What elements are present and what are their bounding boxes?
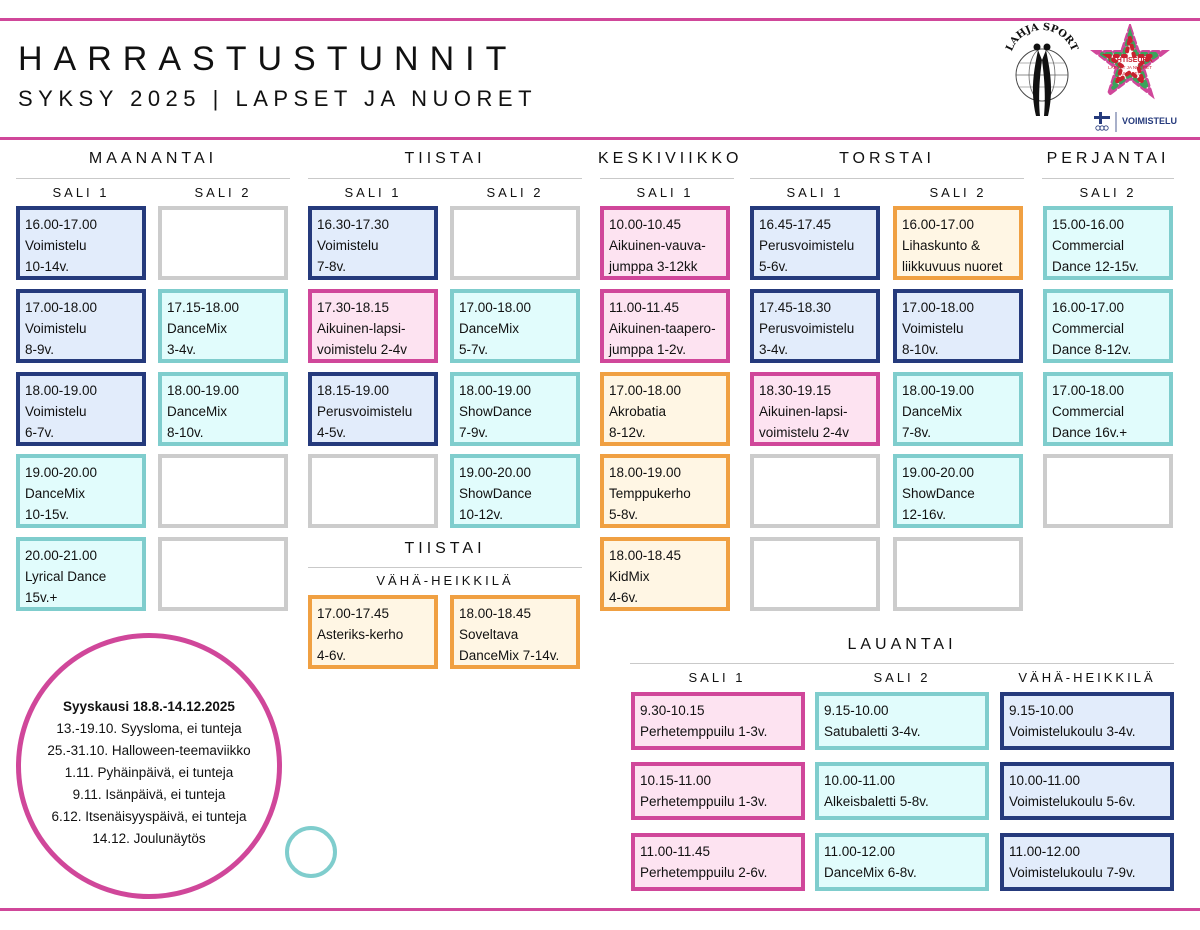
class-time: 17.45-18.30 bbox=[759, 300, 832, 315]
hall-to-sali1: SALI 1 bbox=[786, 185, 844, 200]
class-card bbox=[450, 289, 580, 363]
class-name: DanceMix bbox=[167, 321, 228, 336]
day-maanantai-rule bbox=[16, 178, 290, 179]
class-time: 20.00-21.00 bbox=[25, 548, 98, 563]
class-time: 10.00-10.45 bbox=[609, 217, 682, 232]
class-time: 16.00-17.00 bbox=[902, 217, 975, 232]
class-card bbox=[1000, 762, 1174, 820]
season-note: 9.11. Isänpäivä, ei tunteja bbox=[72, 787, 226, 802]
hall-ti-vaha: VÄHÄ-HEIKKILÄ bbox=[376, 573, 514, 588]
class-name: Perhetemppuilu 1-3v. bbox=[640, 794, 768, 809]
class-time: 18.00-19.00 bbox=[609, 465, 682, 480]
class-age: 5-7v. bbox=[459, 342, 489, 357]
class-name: Akrobatia bbox=[609, 404, 667, 419]
class-time: 18.00-19.00 bbox=[25, 383, 98, 398]
class-card bbox=[600, 289, 730, 363]
bottom-rule bbox=[0, 908, 1200, 911]
empty-slot bbox=[158, 206, 288, 280]
class-age: 10-12v. bbox=[459, 507, 504, 522]
class-age: 3-4v. bbox=[167, 342, 197, 357]
class-time: 11.00-12.00 bbox=[1009, 844, 1081, 859]
class-name: Soveltava bbox=[459, 627, 519, 642]
class-age: 6-7v. bbox=[25, 425, 55, 440]
class-time: 10.00-11.00 bbox=[824, 773, 896, 788]
empty-slot bbox=[893, 537, 1023, 611]
class-card bbox=[158, 289, 288, 363]
tahtiseura-logo-text: TÄHTISEURA bbox=[1107, 57, 1153, 64]
empty-slot bbox=[450, 206, 580, 280]
class-time: 9.15-10.00 bbox=[824, 703, 889, 718]
class-age: 4-6v. bbox=[609, 590, 639, 605]
class-card bbox=[16, 454, 146, 528]
class-card bbox=[158, 372, 288, 446]
lahja-sport-logo-text: LAHJA SPORT bbox=[1004, 21, 1080, 53]
class-name: Perhetemppuilu 1-3v. bbox=[640, 724, 768, 739]
day-keskiviikko-rule bbox=[600, 178, 734, 179]
class-name: Voimistelu bbox=[25, 321, 87, 336]
class-name: Perusvoimistelu bbox=[317, 404, 413, 419]
class-card bbox=[308, 289, 438, 363]
class-card bbox=[1000, 692, 1174, 750]
class-time: 15.00-16.00 bbox=[1052, 217, 1125, 232]
voimistelu-logo-text: VOIMISTELU bbox=[1122, 116, 1178, 126]
class-age: liikkuvuus nuoret bbox=[902, 259, 1003, 274]
season-note: 1.11. Pyhäinpäivä, ei tunteja bbox=[64, 765, 234, 780]
class-card bbox=[631, 692, 805, 750]
class-name: Lyrical Dance bbox=[25, 569, 107, 584]
class-name: Lihaskunto & bbox=[902, 238, 981, 253]
class-time: 10.00-11.00 bbox=[1009, 773, 1081, 788]
class-time: 17.30-18.15 bbox=[317, 300, 390, 315]
class-time: 18.30-19.15 bbox=[759, 383, 832, 398]
class-time: 16.45-17.45 bbox=[759, 217, 832, 232]
class-time: 18.00-18.45 bbox=[609, 548, 682, 563]
day-tiistai: TIISTAI bbox=[404, 150, 486, 167]
class-age: 8-10v. bbox=[902, 342, 939, 357]
class-name: DanceMix bbox=[25, 486, 86, 501]
class-time: 17.00-18.00 bbox=[902, 300, 975, 315]
class-card bbox=[308, 372, 438, 446]
class-card bbox=[600, 372, 730, 446]
class-card bbox=[750, 206, 880, 280]
hall-ti-sali2: SALI 2 bbox=[486, 185, 544, 200]
season-notes-circle bbox=[16, 633, 282, 899]
class-time: 10.15-11.00 bbox=[640, 773, 712, 788]
class-time: 18.00-19.00 bbox=[459, 383, 532, 398]
hall-la-sali1: SALI 1 bbox=[688, 670, 746, 685]
class-time: 18.00-19.00 bbox=[902, 383, 975, 398]
class-name: Perusvoimistelu bbox=[759, 321, 855, 336]
class-card bbox=[450, 454, 580, 528]
class-card bbox=[815, 762, 989, 820]
class-time: 11.00-11.45 bbox=[609, 300, 680, 315]
class-card bbox=[815, 692, 989, 750]
tahtiseura-logo bbox=[1090, 24, 1170, 104]
class-age: 5-6v. bbox=[759, 259, 789, 274]
class-name: Voimistelukoulu 7-9v. bbox=[1009, 865, 1136, 880]
season-heading: Syyskausi 18.8.-14.12.2025 bbox=[63, 699, 235, 714]
season-note: 6.12. Itsenäisyyspäivä, ei tunteja bbox=[51, 809, 247, 824]
class-name: Commercial bbox=[1052, 321, 1125, 336]
class-time: 17.00-18.00 bbox=[25, 300, 98, 315]
class-name: Aikuinen-vauva- bbox=[609, 238, 706, 253]
class-name: Voimistelukoulu 5-6v. bbox=[1009, 794, 1136, 809]
class-name: Aikuinen-lapsi- bbox=[759, 404, 848, 419]
class-age: 15v.+ bbox=[25, 590, 58, 605]
class-card bbox=[600, 206, 730, 280]
class-card bbox=[750, 372, 880, 446]
class-name: Satubaletti 3-4v. bbox=[824, 724, 921, 739]
class-card bbox=[893, 289, 1023, 363]
class-time: 19.00-20.00 bbox=[459, 465, 532, 480]
class-age: Dance 8-12v. bbox=[1052, 342, 1132, 357]
class-time: 18.00-18.45 bbox=[459, 606, 532, 621]
class-card bbox=[893, 206, 1023, 280]
class-name: DanceMix bbox=[459, 321, 520, 336]
hall-ti-sali1: SALI 1 bbox=[344, 185, 402, 200]
class-time: 11.00-11.45 bbox=[640, 844, 711, 859]
class-card bbox=[600, 537, 730, 611]
class-name: DanceMix 6-8v. bbox=[824, 865, 917, 880]
tahtiseura-logo-subtext2: AIKUISET bbox=[1119, 71, 1141, 76]
class-age: voimistelu 2-4v bbox=[317, 342, 408, 357]
day-torstai: TORSTAI bbox=[839, 150, 935, 167]
voimistelu-logo bbox=[1092, 110, 1182, 134]
class-time: 11.00-12.00 bbox=[824, 844, 896, 859]
class-age: 12-16v. bbox=[902, 507, 947, 522]
class-card bbox=[600, 454, 730, 528]
day-keskiviikko: KESKIVIIKKO bbox=[598, 150, 743, 167]
day-lauantai-rule bbox=[630, 663, 1174, 664]
class-time: 16.00-17.00 bbox=[1052, 300, 1125, 315]
class-card bbox=[308, 206, 438, 280]
class-card bbox=[1043, 372, 1173, 446]
class-age: 4-5v. bbox=[317, 425, 347, 440]
hall-ma-sali2: SALI 2 bbox=[194, 185, 252, 200]
day-maanantai: MAANANTAI bbox=[88, 150, 218, 167]
class-card bbox=[631, 762, 805, 820]
class-name: Perhetemppuilu 2-6v. bbox=[640, 865, 768, 880]
day-torstai-rule bbox=[750, 178, 1024, 179]
class-age: 7-9v. bbox=[459, 425, 489, 440]
class-name: Voimistelu bbox=[317, 238, 379, 253]
class-card bbox=[16, 372, 146, 446]
hall-ke-sali1: SALI 1 bbox=[636, 185, 694, 200]
class-time: 18.00-19.00 bbox=[167, 383, 240, 398]
class-age: 8-10v. bbox=[167, 425, 204, 440]
day-tiistai-rule bbox=[308, 178, 582, 179]
class-time: 9.15-10.00 bbox=[1009, 703, 1074, 718]
class-age: 5-8v. bbox=[609, 507, 639, 522]
class-card bbox=[1000, 833, 1174, 891]
season-note: 13.-19.10. Syysloma, ei tunteja bbox=[56, 721, 242, 736]
class-time: 17.00-18.00 bbox=[609, 383, 682, 398]
page-title: HARRASTUSTUNNIT bbox=[18, 40, 518, 78]
empty-slot bbox=[750, 537, 880, 611]
class-name: ShowDance bbox=[459, 404, 532, 419]
class-card bbox=[450, 372, 580, 446]
season-note: 14.12. Joulunäytös bbox=[92, 831, 206, 846]
day-perjantai: PERJANTAI bbox=[1046, 150, 1170, 167]
tahtiseura-logo-subtext: LAPSET JA NUORET bbox=[1108, 65, 1152, 70]
class-card bbox=[1043, 206, 1173, 280]
class-age: 8-12v. bbox=[609, 425, 646, 440]
day-tiistai-vaha-rule bbox=[308, 567, 582, 568]
class-age: Dance 12-15v. bbox=[1052, 259, 1139, 274]
class-card bbox=[16, 537, 146, 611]
class-name: Aikuinen-taapero- bbox=[609, 321, 716, 336]
class-name: Temppukerho bbox=[609, 486, 691, 501]
class-name: Voimistelukoulu 3-4v. bbox=[1009, 724, 1136, 739]
hall-ma-sali1: SALI 1 bbox=[52, 185, 110, 200]
lahja-sport-logo bbox=[1000, 20, 1084, 120]
class-age: Dance 16v.+ bbox=[1052, 425, 1128, 440]
hall-pe-sali2: SALI 2 bbox=[1079, 185, 1137, 200]
class-card bbox=[750, 289, 880, 363]
class-age: 3-4v. bbox=[759, 342, 789, 357]
class-time: 18.15-19.00 bbox=[317, 383, 390, 398]
class-time: 9.30-10.15 bbox=[640, 703, 705, 718]
empty-slot bbox=[158, 454, 288, 528]
class-name: Voimistelu bbox=[902, 321, 964, 336]
empty-slot bbox=[750, 454, 880, 528]
empty-slot bbox=[158, 537, 288, 611]
class-age: 10-14v. bbox=[25, 259, 70, 274]
class-age: 7-8v. bbox=[902, 425, 932, 440]
empty-slot bbox=[1043, 454, 1173, 528]
class-age: 7-8v. bbox=[317, 259, 347, 274]
class-name: Aikuinen-lapsi- bbox=[317, 321, 406, 336]
header-rule bbox=[0, 137, 1200, 140]
class-time: 16.00-17.00 bbox=[25, 217, 98, 232]
hall-la-vaha: VÄHÄ-HEIKKILÄ bbox=[1018, 670, 1156, 685]
class-name: DanceMix bbox=[902, 404, 963, 419]
class-age: voimistelu 2-4v bbox=[759, 425, 850, 440]
day-perjantai-rule bbox=[1042, 178, 1174, 179]
class-card bbox=[1043, 289, 1173, 363]
class-card bbox=[16, 206, 146, 280]
class-name: Voimistelu bbox=[25, 404, 87, 419]
day-tiistai-vaha: TIISTAI bbox=[404, 540, 486, 557]
class-time: 19.00-20.00 bbox=[25, 465, 98, 480]
hall-to-sali2: SALI 2 bbox=[929, 185, 987, 200]
class-name: Alkeisbaletti 5-8v. bbox=[824, 794, 929, 809]
class-name: Voimistelu bbox=[25, 238, 87, 253]
class-name: Commercial bbox=[1052, 404, 1125, 419]
class-name: Asteriks-kerho bbox=[317, 627, 404, 642]
class-name: ShowDance bbox=[902, 486, 975, 501]
class-name: ShowDance bbox=[459, 486, 532, 501]
class-time: 16.30-17.30 bbox=[317, 217, 390, 232]
class-card bbox=[893, 454, 1023, 528]
class-name: Commercial bbox=[1052, 238, 1125, 253]
class-age: jumppa 1-2v. bbox=[609, 342, 687, 357]
season-note: 25.-31.10. Halloween-teemaviikko bbox=[47, 743, 251, 758]
class-card bbox=[631, 833, 805, 891]
day-lauantai: LAUANTAI bbox=[847, 636, 957, 653]
page-subtitle: SYKSY 2025 | LAPSET JA NUORET bbox=[18, 86, 538, 111]
class-card bbox=[450, 595, 580, 669]
class-name: Perusvoimistelu bbox=[759, 238, 855, 253]
class-age: 8-9v. bbox=[25, 342, 55, 357]
empty-slot bbox=[308, 454, 438, 528]
class-card bbox=[16, 289, 146, 363]
class-time: 19.00-20.00 bbox=[902, 465, 975, 480]
class-card bbox=[815, 833, 989, 891]
class-time: 17.00-18.00 bbox=[459, 300, 532, 315]
class-name: KidMix bbox=[609, 569, 650, 584]
class-age: jumppa 3-12kk bbox=[609, 259, 698, 274]
class-time: 17.15-18.00 bbox=[167, 300, 240, 315]
hall-la-sali2: SALI 2 bbox=[873, 670, 931, 685]
class-card bbox=[308, 595, 438, 669]
class-name: DanceMix bbox=[167, 404, 228, 419]
decorative-ring bbox=[285, 826, 337, 878]
class-time: 17.00-17.45 bbox=[317, 606, 390, 621]
class-card bbox=[893, 372, 1023, 446]
class-time: 17.00-18.00 bbox=[1052, 383, 1125, 398]
class-age: 10-15v. bbox=[25, 507, 70, 522]
class-age: 4-6v. bbox=[317, 648, 347, 663]
class-age: DanceMix 7-14v. bbox=[459, 648, 560, 663]
